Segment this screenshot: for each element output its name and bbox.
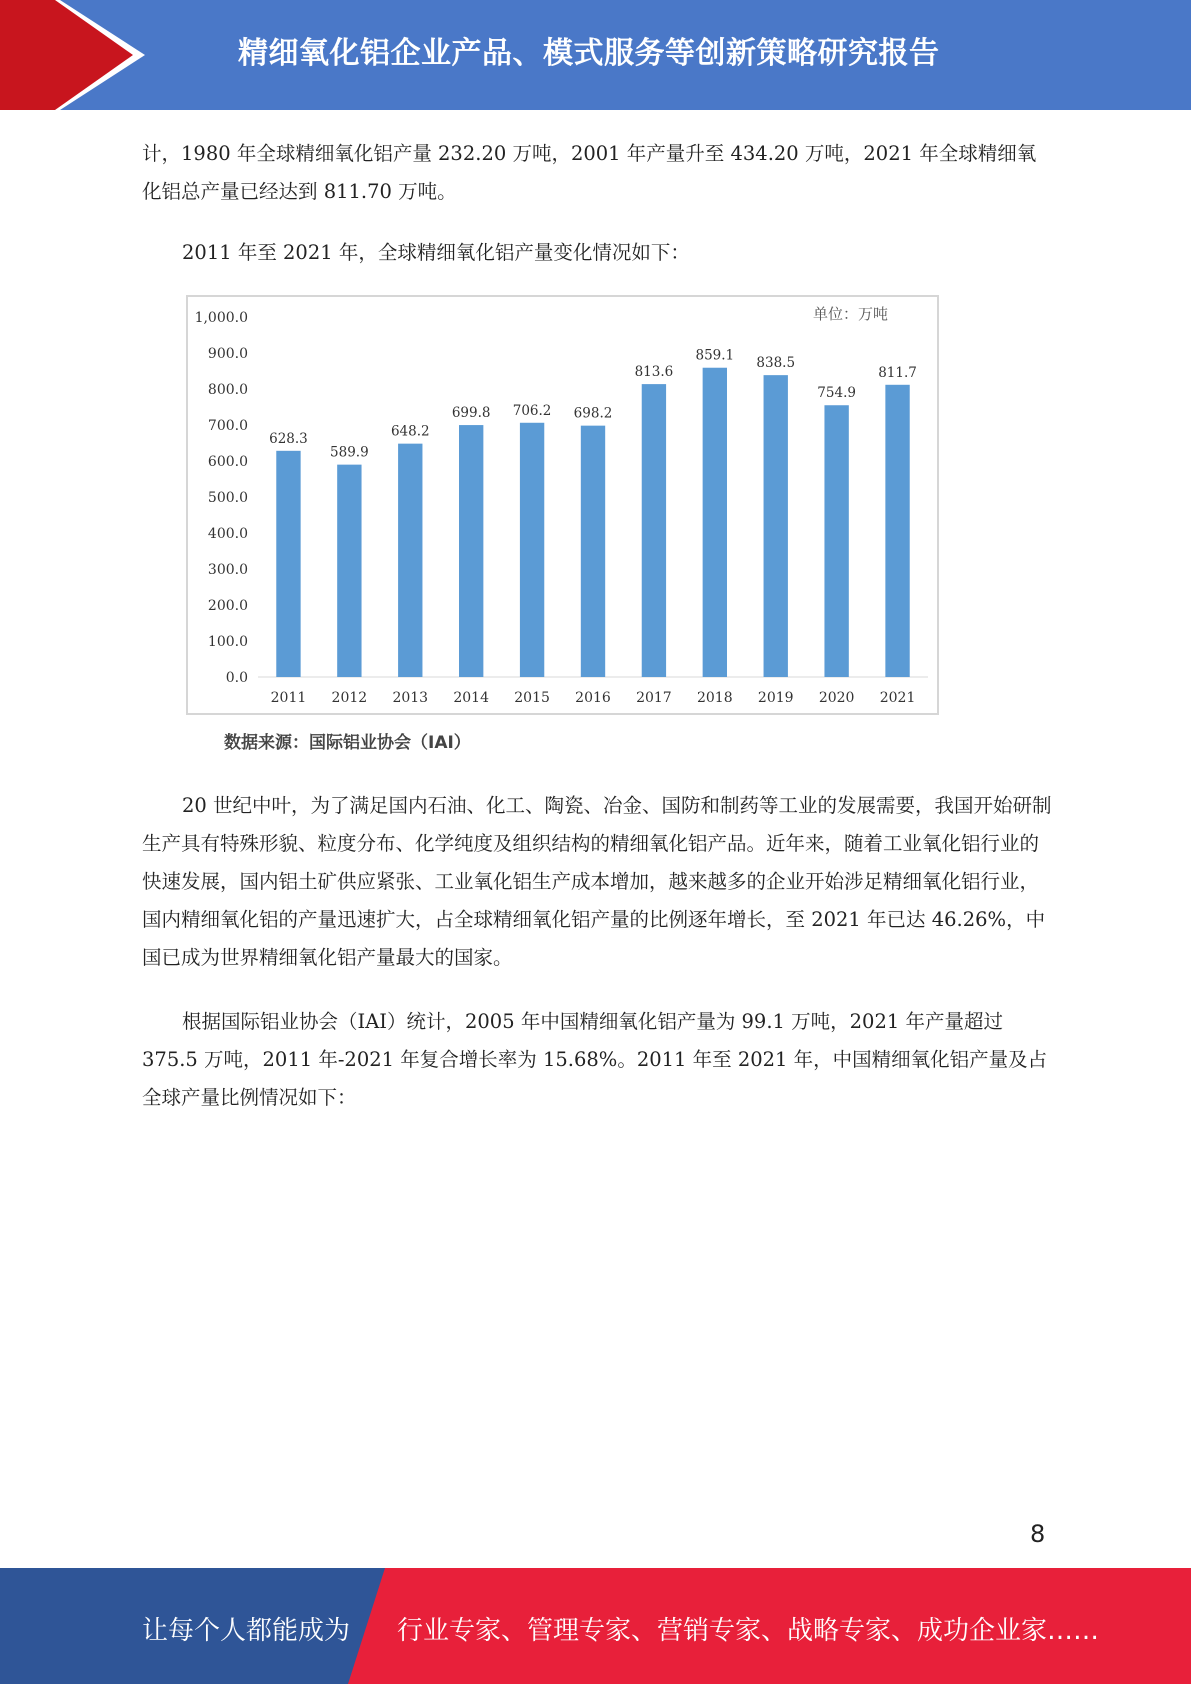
data-label-2016: 698.2: [573, 405, 613, 422]
footer-slogan-right: 行业专家、管理专家、营销专家、战略专家、成功企业家……: [397, 1616, 1100, 1646]
footer-slogan-left: 让每个人都能成为: [142, 1616, 351, 1646]
data-source: 数据来源：国际铝业协会（IAI）: [224, 733, 471, 753]
bar-2017: [642, 384, 666, 677]
data-label-2014: 699.8: [451, 405, 491, 422]
x-tick-label-2016: 2016: [575, 690, 611, 706]
data-label-2019: 838.5: [756, 355, 796, 372]
x-tick-label-2017: 2017: [636, 690, 672, 706]
bar-2016: [581, 426, 605, 677]
bar-2011: [276, 451, 300, 677]
bar-2014: [459, 425, 483, 677]
bar-2020: [824, 405, 848, 677]
data-label-2011: 628.3: [269, 430, 308, 447]
data-label-2013: 648.2: [390, 423, 430, 440]
header-red-chevron: [0, 0, 150, 110]
x-tick-label-2018: 2018: [696, 690, 733, 706]
y-tick-label: 300.0: [207, 562, 248, 578]
page-header: [0, 0, 1191, 110]
bar-2012: [337, 465, 361, 677]
x-tick-label-2012: 2012: [331, 690, 368, 706]
y-tick-label: 100.0: [207, 634, 248, 650]
y-tick-label: 0.0: [225, 670, 248, 686]
bar-2021: [885, 385, 909, 677]
bar-2013: [398, 444, 422, 677]
paragraph-2: 2011 年至 2021 年，全球精细氧化铝产量变化情况如下：: [182, 241, 690, 264]
y-tick-label: 500.0: [207, 490, 248, 506]
y-tick-label: 400.0: [207, 526, 248, 542]
x-tick-label-2013: 2013: [392, 690, 429, 706]
y-tick-label: 1,000.0: [194, 310, 248, 326]
header-title: 精细氧化铝企业产品、模式服务等创新策略研究报告: [238, 36, 940, 71]
y-tick-label: 900.0: [207, 346, 248, 362]
paragraph-4: 根据国际铝业协会（IAI）统计，2005 年中国精细氧化铝产量为 99.1 万吨，2021 年产量超过 375.5 万吨，2011 年-2021 年复合增长率为 15.68%。2011 年至 2021 年，中国精细氧化铝产量及占全球产量比例情况如下：: [142, 1010, 1048, 1109]
data-label-2018: 859.1: [695, 347, 735, 364]
paragraph-3: 20 世纪中叶，为了满足国内石油、化工、陶瓷、冶金、国防和制药等工业的发展需要，我国开始研制生产具有特殊形貌、粒度分布、化学纯度及组织结构的精细氧化铝产品。近年来，随着工业氧化铝行业的快速发展，国内铝土矿供应紧张、工业氧化铝生产成本增加，越来越多的企业开始涉足精细氧化铝行业，国内精细氧化铝的产量迅速扩大，占全球精细氧化铝产量的比例逐年增长，至 2021 年已达 46.26%，中国已成为世界精细氧化铝产量最大的国家。: [142, 794, 1052, 969]
bar-2019: [764, 375, 788, 677]
y-tick-label: 700.0: [207, 418, 248, 434]
x-tick-label-2021: 2021: [879, 690, 916, 706]
production-bar-chart: [186, 295, 939, 715]
data-label-2017: 813.6: [634, 364, 674, 381]
x-tick-label-2015: 2015: [514, 690, 550, 706]
page-number: 8: [1030, 1520, 1046, 1548]
x-tick-label-2020: 2020: [818, 690, 855, 706]
y-tick-label: 600.0: [207, 454, 248, 470]
bar-2015: [520, 423, 544, 677]
data-label-2021: 811.7: [878, 364, 917, 381]
x-tick-label-2019: 2019: [757, 690, 794, 706]
data-label-2020: 754.9: [817, 385, 856, 402]
y-tick-label: 200.0: [207, 598, 248, 614]
y-tick-label: 800.0: [207, 382, 248, 398]
chart-unit-label: 单位：万吨: [813, 305, 889, 323]
data-label-2012: 589.9: [330, 444, 369, 461]
x-tick-label-2014: 2014: [453, 690, 490, 706]
bar-2018: [703, 368, 727, 677]
x-tick-label-2011: 2011: [270, 690, 307, 706]
data-label-2015: 706.2: [512, 402, 552, 419]
paragraph-1: 计，1980 年全球精细氧化铝产量 232.20 万吨，2001 年产量升至 434.20 万吨，2021 年全球精细氧化铝总产量已经达到 811.70 万吨。: [142, 142, 1037, 203]
chart-canvas: [188, 297, 941, 717]
